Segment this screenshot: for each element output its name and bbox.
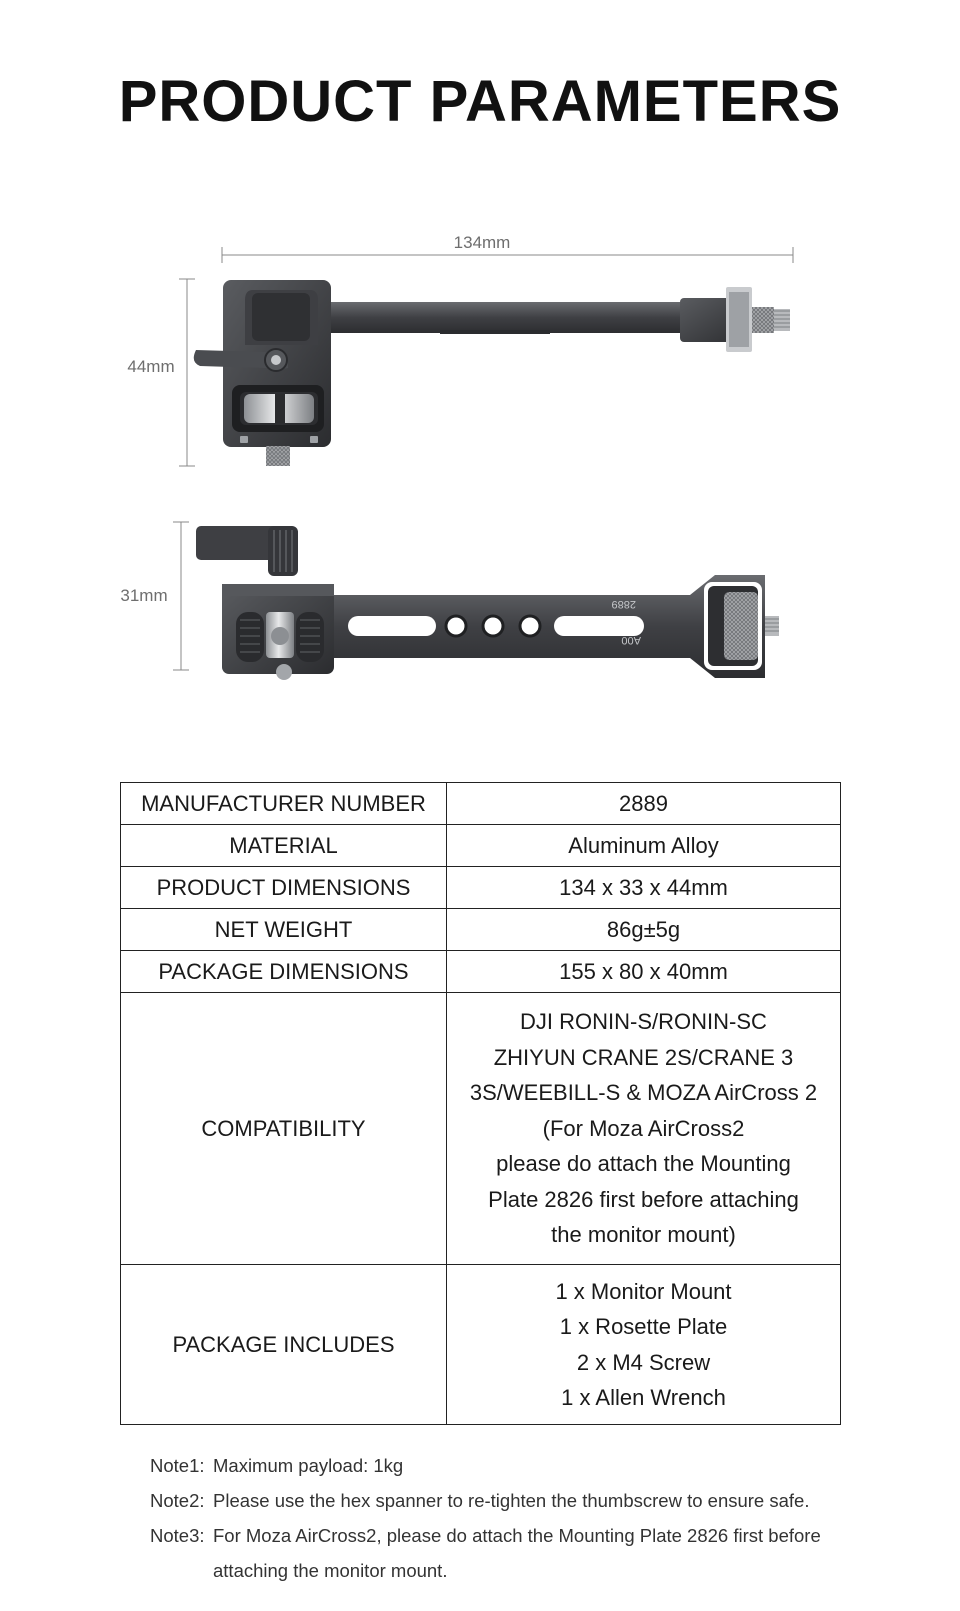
row-value: 155 x 80 x 40mm bbox=[447, 951, 841, 993]
note-tag: Note1: bbox=[150, 1455, 205, 1476]
length-label: 134mm bbox=[453, 233, 511, 252]
row-value: 134 x 33 x 44mm bbox=[447, 867, 841, 909]
page-title: PRODUCT PARAMETERS bbox=[118, 69, 842, 134]
row-label: PRODUCT DIMENSIONS bbox=[121, 867, 447, 909]
row-label: PACKAGE DIMENSIONS bbox=[121, 951, 447, 993]
height-side-label: 31mm bbox=[120, 586, 168, 605]
row-label: NET WEIGHT bbox=[121, 909, 447, 951]
note-line: For Moza AirCross2, please do attach the Mounting Plate 2826 first before bbox=[213, 1525, 821, 1546]
row-label: MANUFACTURER NUMBER bbox=[121, 783, 447, 825]
height-top-dimension bbox=[127, 279, 195, 466]
value-line: 3S/WEEBILL-S & MOZA AirCross 2 bbox=[469, 1080, 818, 1106]
note bbox=[150, 1448, 910, 1483]
row-value: Aluminum Alloy bbox=[447, 825, 841, 867]
value-line: ZHIYUN CRANE 2S/CRANE 3 bbox=[493, 1044, 794, 1070]
table-row bbox=[121, 1265, 841, 1425]
table-row bbox=[121, 909, 841, 951]
table-row bbox=[121, 951, 841, 993]
table-row bbox=[121, 867, 841, 909]
note bbox=[150, 1483, 910, 1518]
value-line: 1 x Monitor Mount bbox=[555, 1278, 732, 1304]
note-text bbox=[213, 1518, 910, 1588]
value-line: 1 x Allen Wrench bbox=[561, 1385, 726, 1410]
row-label: COMPATIBILITY bbox=[121, 993, 447, 1265]
value-line: 1 x Rosette Plate bbox=[559, 1314, 728, 1339]
revision-mark: A00 bbox=[621, 634, 641, 646]
top-view-product bbox=[194, 280, 790, 466]
value-line: the monitor mount) bbox=[551, 1222, 736, 1248]
table-row bbox=[121, 783, 841, 825]
note-tag: Note3: bbox=[150, 1525, 205, 1546]
value-line: please do attach the Mounting bbox=[496, 1151, 791, 1177]
value-line: DJI RONIN-S/RONIN-SC bbox=[520, 1009, 767, 1035]
table-row bbox=[121, 825, 841, 867]
row-value bbox=[447, 993, 841, 1265]
product-diagram bbox=[0, 0, 960, 720]
length-dimension bbox=[222, 233, 793, 263]
row-value bbox=[447, 1265, 841, 1425]
row-value: 2889 bbox=[447, 783, 841, 825]
value-line: Plate 2826 first before attaching bbox=[488, 1186, 799, 1212]
note-line: Maximum payload: 1kg bbox=[213, 1455, 404, 1476]
table-row bbox=[121, 993, 841, 1265]
note-line: Please use the hex spanner to re-tighten the thumbscrew to ensure safe. bbox=[213, 1490, 810, 1511]
row-label: PACKAGE INCLUDES bbox=[121, 1265, 447, 1425]
value-line: 2 x M4 Screw bbox=[576, 1349, 711, 1375]
side-view-product bbox=[196, 526, 779, 680]
value-line: (For Moza AirCross2 bbox=[542, 1115, 745, 1141]
note bbox=[150, 1518, 910, 1588]
row-value: 86g±5g bbox=[447, 909, 841, 951]
note-text bbox=[213, 1483, 910, 1518]
row-label: MATERIAL bbox=[121, 825, 447, 867]
part-number-mark: 2889 bbox=[611, 598, 636, 610]
note-line: attaching the monitor mount. bbox=[213, 1560, 448, 1581]
height-top-label: 44mm bbox=[127, 357, 175, 376]
note-text bbox=[213, 1448, 910, 1483]
parameters-table bbox=[120, 782, 841, 1425]
height-side-dimension bbox=[120, 522, 189, 670]
note-tag: Note2: bbox=[150, 1490, 205, 1511]
notes bbox=[150, 1448, 910, 1588]
